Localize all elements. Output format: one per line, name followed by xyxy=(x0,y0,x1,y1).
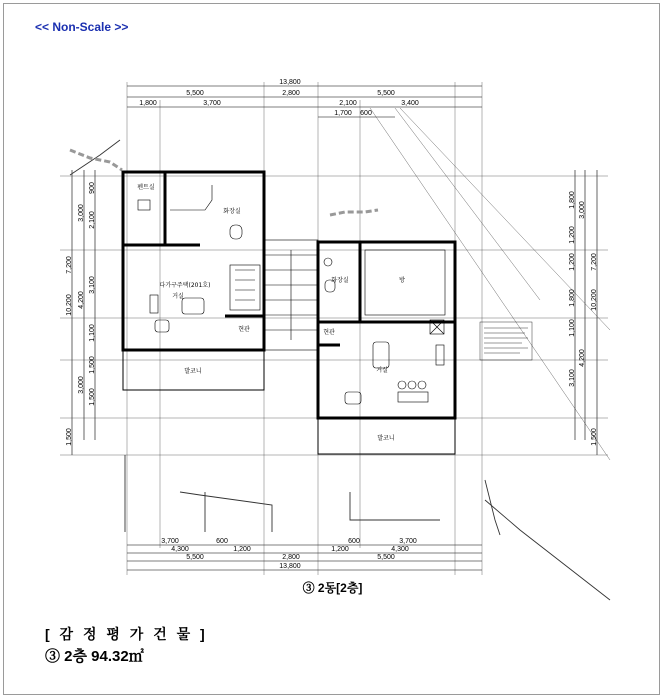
scale-note: << Non-Scale >> xyxy=(35,20,129,34)
dim-left-inner-3: 3,100 xyxy=(89,276,96,294)
dim-top-3-1: 1,800 xyxy=(139,100,157,107)
dim-top-4-1: 1,700 xyxy=(334,110,352,117)
dim-top-2-2: 2,800 xyxy=(282,90,300,97)
appraisal-title: [ 감 정 평 가 건 물 ] xyxy=(45,626,208,642)
dim-bot-3-2: 2,800 xyxy=(282,554,300,561)
room-right-entry: 현관 xyxy=(323,329,335,336)
dim-right-mid-2: 4,200 xyxy=(579,349,586,367)
dim-right-outer-1: 7,200 xyxy=(591,253,598,271)
room-right-room: 방 xyxy=(399,277,405,284)
dim-left-inner-4: 1,100 xyxy=(89,324,96,342)
dim-left-mid-3: 3,000 xyxy=(78,376,85,394)
dim-bot-3-3: 5,500 xyxy=(377,554,395,561)
dim-left-mid-2: 4,200 xyxy=(78,291,85,309)
room-right-balcony: 발코니 xyxy=(377,435,395,442)
dim-top-2-1: 5,500 xyxy=(186,90,204,97)
dim-bot-1-4: 3,700 xyxy=(399,538,417,545)
dim-right-inner-2: 1,200 xyxy=(569,226,576,244)
dim-top-overall: 13,800 xyxy=(279,79,301,86)
room-right-bath: 화장실 xyxy=(331,277,349,284)
dim-top-4-2: 600 xyxy=(360,110,372,117)
dim-bot-overall: 13,800 xyxy=(279,563,301,570)
dim-bot-1-3: 600 xyxy=(348,538,360,545)
dim-left-inner-1: 900 xyxy=(89,182,96,194)
dim-right-inner-4: 1,800 xyxy=(569,289,576,307)
dim-right-outer-3: 1,500 xyxy=(591,428,598,446)
dim-left-outer-3: 1,500 xyxy=(66,428,73,446)
dim-bot-1-1: 3,700 xyxy=(161,538,179,545)
room-left-living: 거실 xyxy=(172,293,184,300)
dim-bot-1-2: 600 xyxy=(216,538,228,545)
dim-left-outer-2: 10,200 xyxy=(66,294,73,316)
dim-bot-2-1: 4,300 xyxy=(171,546,189,553)
dim-left-outer-1: 7,200 xyxy=(66,256,73,274)
dim-left-inner-5: 1,500 xyxy=(89,356,96,374)
dim-right-inner-3: 1,200 xyxy=(569,253,576,271)
dim-right-inner-5: 1,100 xyxy=(569,319,576,337)
dim-bot-2-2: 1,200 xyxy=(233,546,251,553)
dim-bot-2-4: 4,300 xyxy=(391,546,409,553)
room-left-pantry: 펜트실 xyxy=(137,184,155,191)
dim-left-inner-6: 1,500 xyxy=(89,388,96,406)
dim-right-mid-1: 3,000 xyxy=(579,201,586,219)
dim-top-3-2: 3,700 xyxy=(203,100,221,107)
room-left-entry: 현관 xyxy=(238,326,250,333)
dim-left-mid-1: 3,000 xyxy=(78,204,85,222)
room-right-living: 거실 xyxy=(376,367,388,374)
drawing-caption: ③ 2동[2층] xyxy=(302,581,363,595)
dim-right-inner-1: 1,800 xyxy=(569,191,576,209)
room-left-bath: 화장실 xyxy=(223,208,241,215)
dim-right-outer-2: 10,200 xyxy=(591,289,598,311)
room-left-balcony: 발코니 xyxy=(184,368,202,375)
dim-right-inner-6: 3,100 xyxy=(569,369,576,387)
dim-top-2-3: 5,500 xyxy=(377,90,395,97)
dim-bot-2-3: 1,200 xyxy=(331,546,349,553)
dim-bot-3-1: 5,500 xyxy=(186,554,204,561)
dim-top-3-4: 3,400 xyxy=(401,100,419,107)
floor-area: ③ 2층 94.32㎡ xyxy=(45,648,144,665)
room-unit-label: 다가구주택(201호) xyxy=(159,282,211,289)
dim-left-inner-2: 2,100 xyxy=(89,211,96,229)
dim-top-3-3: 2,100 xyxy=(339,100,357,107)
